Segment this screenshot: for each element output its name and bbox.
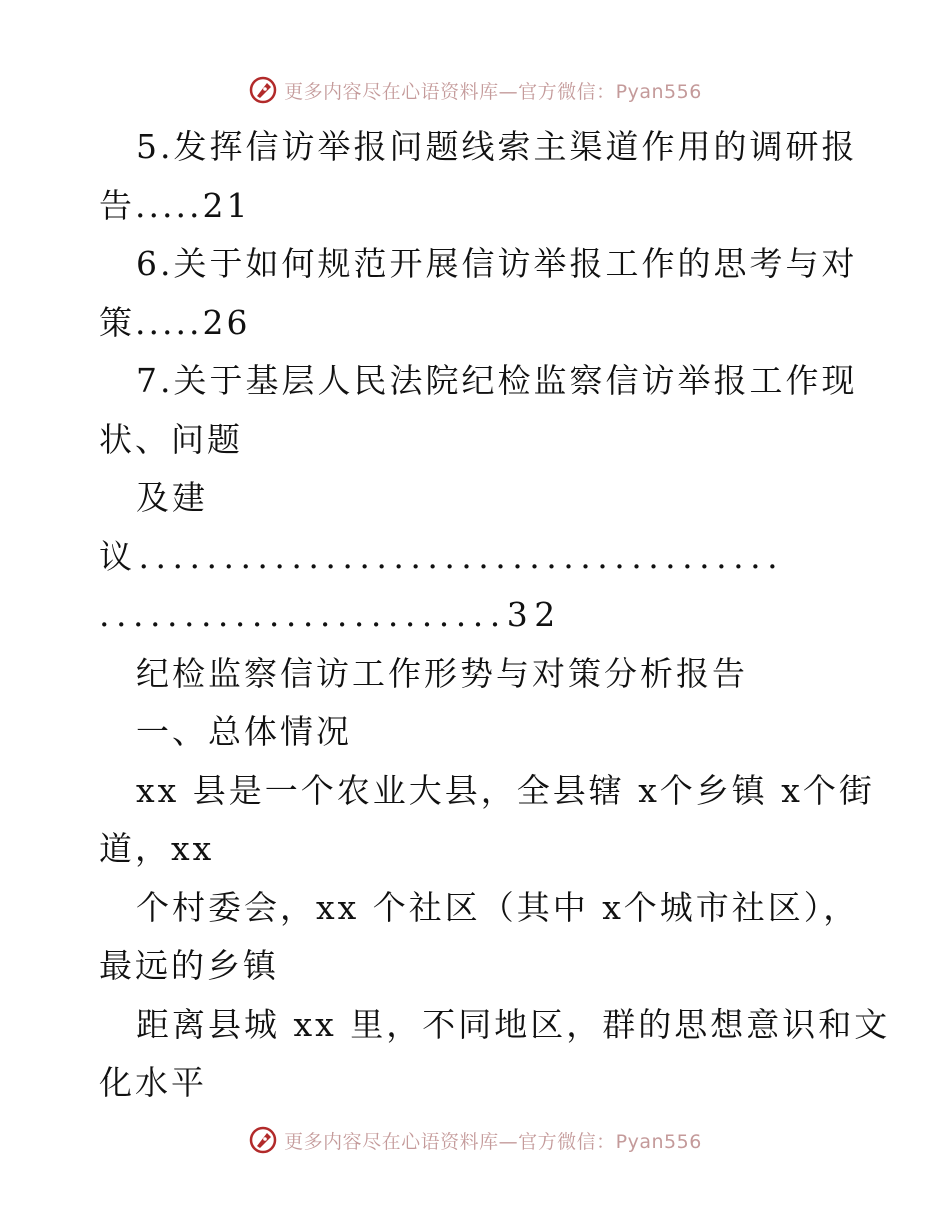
pen-nib-logo-icon	[248, 75, 278, 105]
watermark-banner-top	[0, 70, 950, 110]
report-title: 纪检监察信访工作形势与对策分析报告	[136, 653, 748, 693]
section-heading: 一、总体情况	[136, 712, 352, 751]
toc-item-5-page: 告.....21	[99, 185, 251, 225]
paragraph-line: 化水平	[99, 1063, 207, 1102]
document-body	[99, 118, 891, 1113]
toc-item-7-cont: 状、问题	[99, 419, 243, 459]
toc-item-6: 6.关于如何规范开展信访举报工作的思考与对	[136, 244, 858, 283]
paragraph-line: 最远的乡镇	[99, 946, 279, 985]
watermark-text: 更多内容尽在心语资料库—官方微信：Pyan556	[284, 1130, 702, 1153]
watermark-banner-bottom	[0, 1120, 950, 1160]
toc-item-7-leader: 议......................................	[99, 536, 785, 576]
toc-item-7-page: ........................32	[99, 595, 562, 634]
toc-item-6-page: 策.....26	[99, 302, 251, 342]
paragraph-line: 个村委会，xx 个社区（其中 x个城市社区），	[136, 887, 860, 927]
paragraph-line: 道，xx	[99, 829, 215, 868]
paragraph-line: xx 县是一个农业大县，全县辖 x个乡镇 x个街	[136, 770, 875, 810]
pen-nib-logo-icon	[248, 1125, 278, 1155]
watermark-text: 更多内容尽在心语资料库—官方微信：Pyan556	[284, 80, 702, 103]
toc-item-7: 7.关于基层人民法院纪检监察信访举报工作现	[136, 361, 858, 400]
toc-item-7-cont2: 及建	[136, 478, 208, 517]
toc-item-5: 5.发挥信访举报问题线索主渠道作用的调研报	[136, 127, 858, 166]
paragraph-line: 距离县城 xx 里，不同地区，群的思想意识和文	[136, 1004, 891, 1044]
